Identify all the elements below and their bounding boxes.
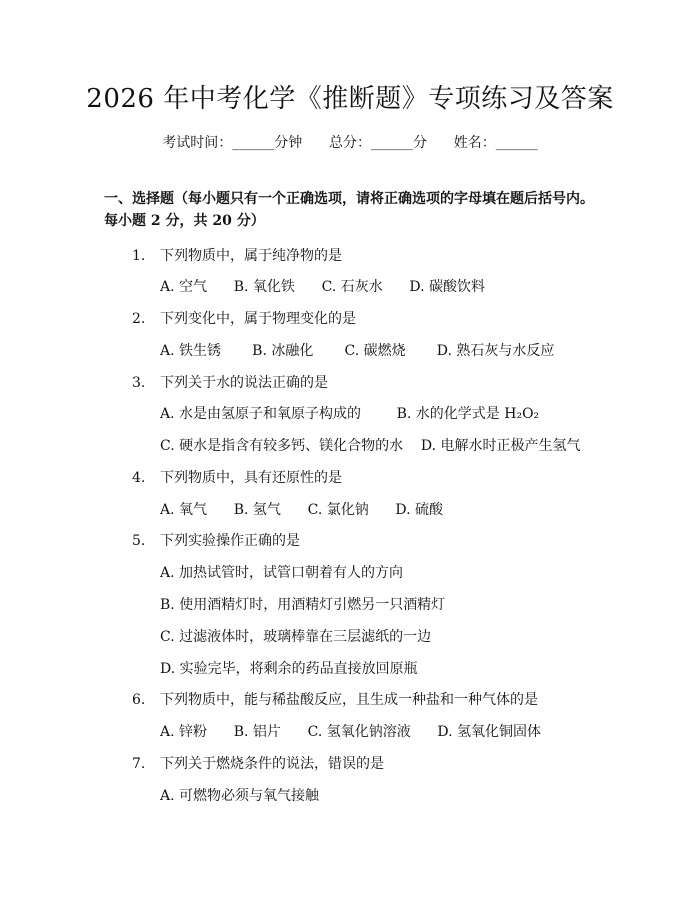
question-1-options: A. 空气 B. 氧化铁 C. 石灰水 D. 碳酸饮料 <box>160 279 486 295</box>
question-2-options: A. 铁生锈 B. 冰融化 C. 碳燃烧 D. 熟石灰与水反应 <box>160 343 555 359</box>
question-3 <box>132 372 328 392</box>
question-3-options-row-2: C. 硬水是指含有较多钙、镁化合物的水 D. 电解水时正极产生氢气 <box>160 438 581 454</box>
question-text: 下列物质中，具有还原性的是 <box>160 470 342 486</box>
question-text: 下列实验操作正确的是 <box>160 533 300 549</box>
question-text: 下列物质中，属于纯净物的是 <box>160 248 342 264</box>
question-number: 2. <box>132 311 146 327</box>
question-text: 下列关于燃烧条件的说法，错误的是 <box>160 756 384 772</box>
question-5-option-a: A. 加热试管时，试管口朝着有人的方向 <box>160 565 404 581</box>
question-number: 5. <box>132 533 146 549</box>
question-4 <box>132 467 342 487</box>
section-header-line-1: 一、选择题（每小题只有一个正确选项，请将正确选项的字母填在题后括号内。 <box>104 191 594 207</box>
question-1 <box>132 245 342 265</box>
question-4-options: A. 氧气 B. 氢气 C. 氯化钠 D. 硫酸 <box>160 502 444 518</box>
question-2 <box>132 308 356 328</box>
question-number: 3. <box>132 375 146 391</box>
question-text: 下列变化中，属于物理变化的是 <box>160 311 356 327</box>
question-7-option-a: A. 可燃物必须与氧气接触 <box>160 788 320 804</box>
section-header <box>104 188 604 232</box>
question-text: 下列关于水的说法正确的是 <box>160 375 328 391</box>
question-3-options-row-1: A. 水是由氢原子和氧原子构成的 B. 水的化学式是 H₂O₂ <box>160 406 540 422</box>
question-5 <box>132 530 300 550</box>
page-title: 2026 年中考化学《推断题》专项练习及答案 <box>86 84 614 114</box>
question-number: 4. <box>132 470 146 486</box>
question-5-option-d: D. 实验完毕，将剩余的药品直接放回原瓶 <box>160 661 418 677</box>
section-header-line-2: 每小题 2 分，共 20 分） <box>104 213 265 229</box>
question-6 <box>132 689 538 709</box>
question-5-option-c: C. 过滤液体时，玻璃棒靠在三层滤纸的一边 <box>160 629 432 645</box>
exam-info-line: 考试时间：______分钟 总分：______分 姓名：______ <box>162 135 538 151</box>
question-number: 6. <box>132 692 146 708</box>
question-text: 下列物质中，能与稀盐酸反应，且生成一种盐和一种气体的是 <box>160 692 538 708</box>
question-number: 1. <box>132 248 146 264</box>
question-number: 7. <box>132 756 146 772</box>
question-5-option-b: B. 使用酒精灯时，用酒精灯引燃另一只酒精灯 <box>160 597 446 613</box>
question-7 <box>132 753 384 773</box>
question-6-options: A. 锌粉 B. 铝片 C. 氢氧化钠溶液 D. 氢氧化铜固体 <box>160 724 542 740</box>
